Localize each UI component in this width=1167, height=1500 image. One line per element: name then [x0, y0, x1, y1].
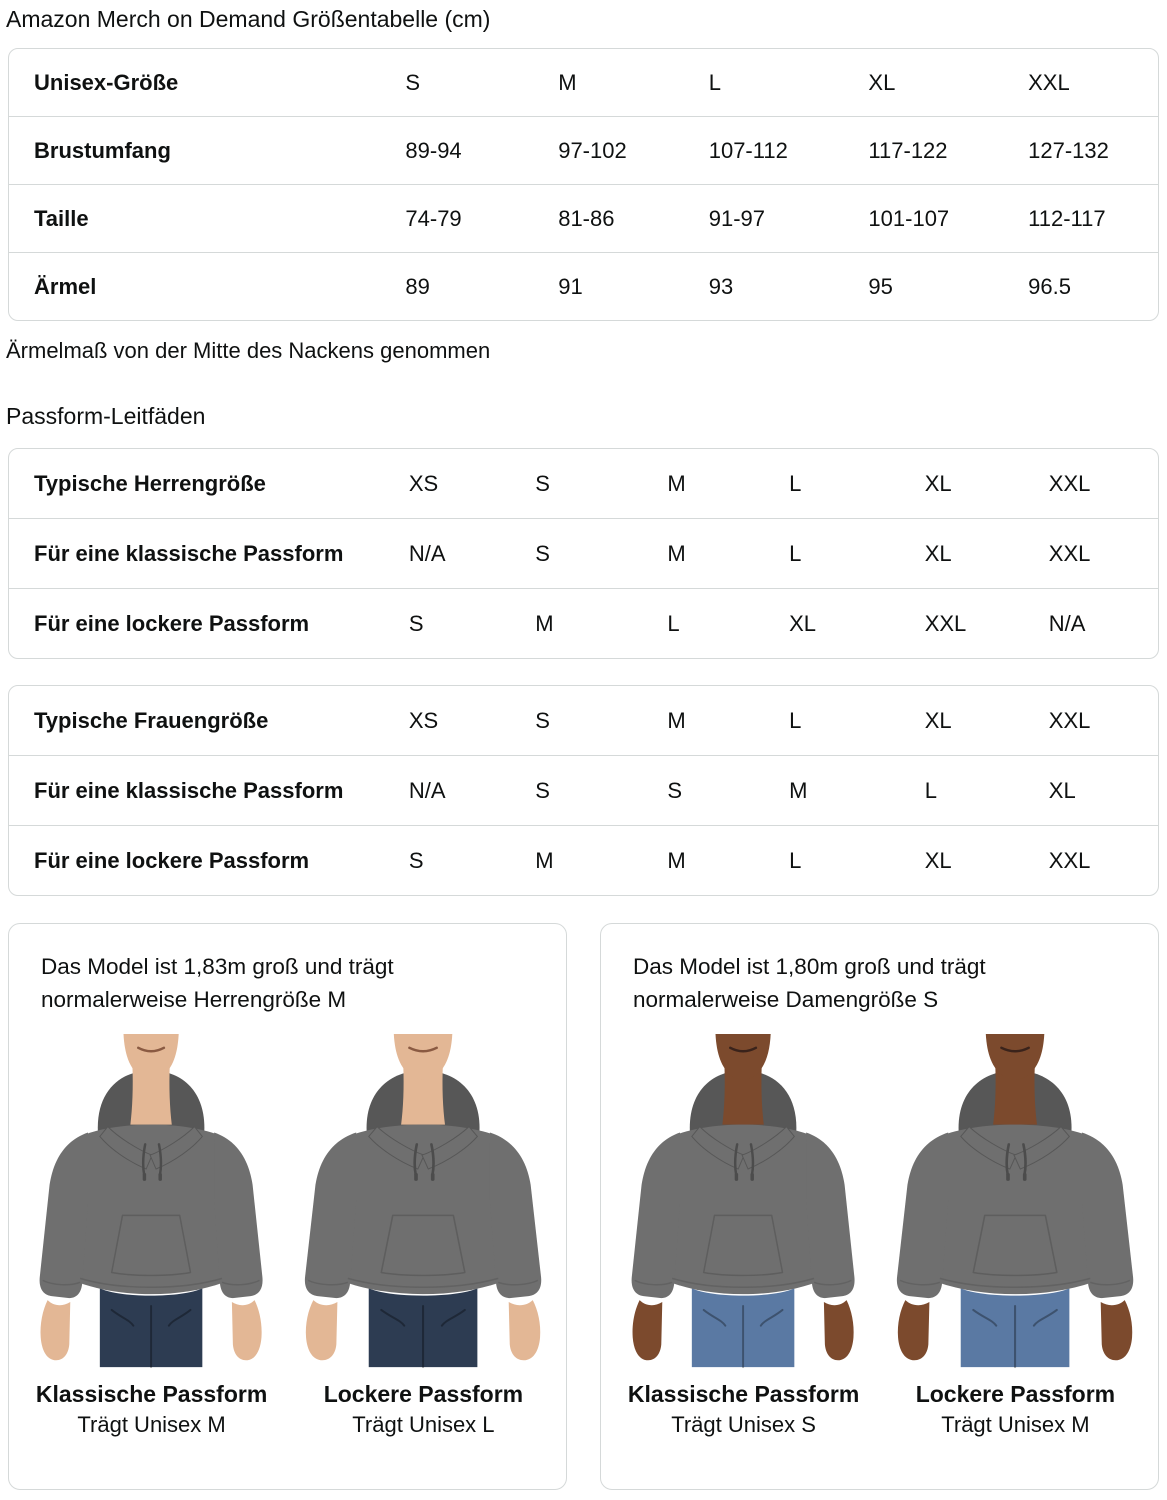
size-cell: XXL — [1048, 847, 1091, 873]
sleeve-measure-note: Ärmelmaß von der Mitte des Nackens genommen — [6, 338, 491, 363]
size-cell: 91-97 — [708, 205, 765, 231]
row-label: Für eine lockere Passform — [34, 847, 310, 873]
size-cell: XL — [789, 610, 817, 636]
female-classic-fit-figure — [613, 1034, 874, 1440]
row-label: Ärmel — [34, 273, 97, 299]
size-col-header: XXL — [1028, 69, 1070, 95]
male-loose-fit-figure — [293, 1034, 554, 1440]
size-cell: 93 — [708, 273, 734, 299]
table-row — [9, 518, 1158, 588]
fit-guides-heading: Passform-Leitfäden — [6, 403, 206, 429]
size-cell: 107-112 — [708, 137, 788, 163]
fit-label: Klassische Passform — [627, 1380, 860, 1407]
table-row — [9, 588, 1158, 658]
size-cell: 95 — [868, 273, 893, 299]
size-cell: L — [789, 540, 802, 566]
row-label: Taille — [34, 205, 89, 231]
female-loose-fit-figure — [885, 1034, 1146, 1440]
wears-size-label: Trägt Unisex M — [77, 1411, 226, 1437]
size-cell: 101-107 — [868, 205, 950, 231]
row-label: Typische Frauengröße — [34, 707, 269, 733]
womens-fit-guide-table — [8, 685, 1159, 896]
size-cell: 89-94 — [405, 137, 462, 163]
size-cell: S — [408, 847, 424, 873]
figure-caption — [21, 1378, 282, 1440]
female-model-card — [600, 923, 1159, 1490]
unisex-size-table — [8, 48, 1159, 321]
size-col-header: XS — [408, 707, 439, 733]
male-classic-fit-figure — [21, 1034, 282, 1440]
size-col-header: XXL — [1048, 470, 1091, 496]
size-col-header: XL — [868, 69, 896, 95]
fit-label: Klassische Passform — [35, 1380, 268, 1407]
fit-label: Lockere Passform — [915, 1380, 1116, 1407]
figure-caption — [613, 1378, 874, 1440]
male-model-loose-hoodie-photo — [293, 1034, 554, 1374]
size-col-header: L — [789, 707, 802, 733]
size-col-header: XL — [924, 470, 952, 496]
size-col-header: XXL — [1048, 707, 1091, 733]
male-model-classic-hoodie-photo — [21, 1034, 282, 1374]
female-model-classic-hoodie-photo — [613, 1034, 874, 1374]
mens-fit-guide-table — [8, 448, 1159, 659]
size-col-header: M — [667, 707, 686, 733]
size-col-header: XL — [924, 707, 952, 733]
size-cell: N/A — [1048, 610, 1086, 636]
size-cell: S — [667, 777, 683, 803]
size-col-header: L — [708, 69, 721, 95]
size-cell: 74-79 — [405, 205, 462, 231]
size-col-header: M — [558, 69, 577, 95]
size-cell: L — [924, 777, 937, 803]
size-cell: M — [535, 610, 554, 636]
wears-size-label: Trägt Unisex S — [671, 1411, 816, 1437]
wears-size-label: Trägt Unisex L — [352, 1411, 495, 1437]
female-model-loose-hoodie-photo — [885, 1034, 1146, 1374]
size-cell: M — [789, 777, 808, 803]
table-row — [9, 184, 1158, 252]
size-cell: N/A — [408, 540, 446, 566]
model-cards-row — [8, 923, 1159, 1490]
page-title: Amazon Merch on Demand Größentabelle (cm) — [6, 6, 491, 32]
size-col-header: S — [405, 69, 421, 95]
size-col-header: L — [789, 470, 802, 496]
wears-size-label: Trägt Unisex M — [941, 1411, 1090, 1437]
table-row — [9, 825, 1158, 895]
table-header-row — [9, 449, 1158, 518]
size-col-header: S — [535, 470, 550, 496]
size-cell: 91 — [558, 273, 583, 299]
size-cell: XXL — [1048, 540, 1091, 566]
size-cell: 112-117 — [1028, 205, 1106, 231]
size-cell: 117-122 — [868, 137, 948, 163]
size-cell: XL — [924, 847, 952, 873]
size-cell: M — [535, 847, 554, 873]
male-model-card — [8, 923, 567, 1490]
row-label: Für eine lockere Passform — [34, 610, 310, 636]
model-description: Das Model ist 1,80m groß und trägt normalerweise Damengröße S — [633, 954, 986, 1012]
row-label: Für eine klassische Passform — [34, 540, 344, 566]
row-label: Brustumfang — [34, 137, 171, 163]
size-cell: XXL — [924, 610, 967, 636]
size-cell: L — [789, 847, 802, 873]
table-row — [9, 252, 1158, 320]
figure-caption — [885, 1378, 1146, 1440]
row-label: Typische Herrengröße — [34, 470, 266, 496]
row-label: Unisex-Größe — [34, 69, 179, 95]
size-cell: S — [535, 777, 550, 803]
size-cell: 89 — [405, 273, 430, 299]
fit-label: Lockere Passform — [323, 1380, 524, 1407]
size-cell: S — [535, 540, 550, 566]
table-header-row — [9, 49, 1158, 116]
figure-caption — [293, 1378, 554, 1440]
table-header-row — [9, 686, 1158, 755]
size-cell: 127-132 — [1028, 137, 1109, 163]
size-cell: XL — [924, 540, 952, 566]
size-cell: M — [667, 847, 686, 873]
size-col-header: M — [667, 470, 686, 496]
size-cell: N/A — [408, 777, 446, 803]
size-cell: 81-86 — [558, 205, 615, 231]
row-label: Für eine klassische Passform — [34, 777, 344, 803]
size-cell: 97-102 — [558, 137, 627, 163]
size-cell: M — [667, 540, 686, 566]
figures-row — [21, 1034, 554, 1440]
figures-row — [613, 1034, 1146, 1440]
size-cell: L — [667, 610, 680, 636]
table-row — [9, 116, 1158, 184]
size-col-header: S — [535, 707, 550, 733]
size-cell: XL — [1048, 777, 1076, 803]
size-cell: S — [408, 610, 424, 636]
table-row — [9, 755, 1158, 825]
size-col-header: XS — [408, 470, 439, 496]
size-cell: 96.5 — [1028, 273, 1071, 299]
model-description: Das Model ist 1,83m groß und trägt normalerweise Herrengröße M — [41, 954, 394, 1012]
